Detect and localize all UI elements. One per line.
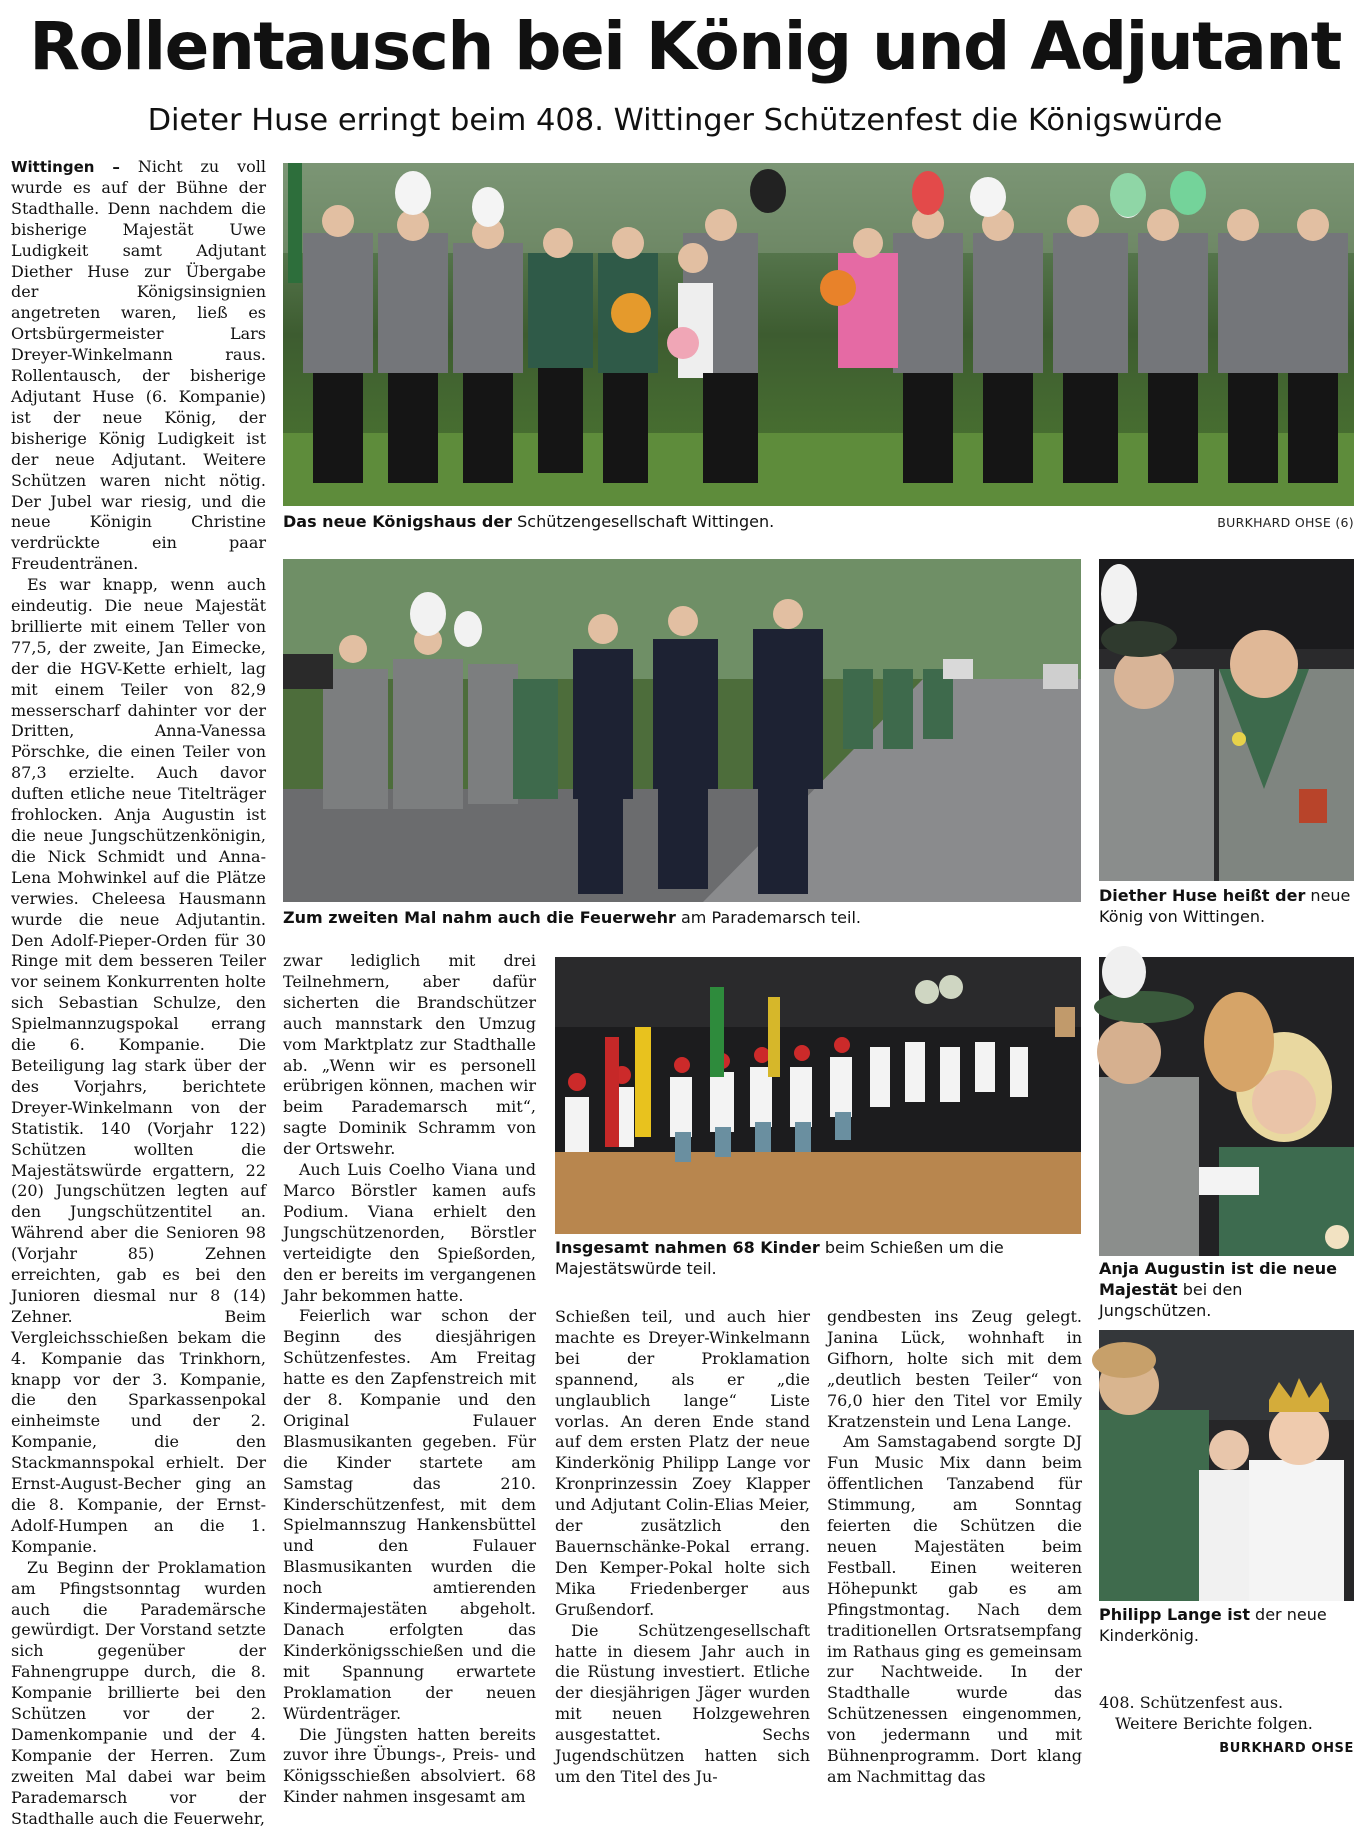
paragraph: Feierlich war schon der Beginn des diesjährigen Schützenfestes. Am Freitag hatte es den Zapfenstreich mit der 8. Kompanie und den Original Fulauer Blasmusikanten gegeben. Für die Kinder startete am Samstag das 210. Kinderschützenfest, mit dem Spielmannszug Hankensbüttel und den Fulauer Blasmusikanten wurden die noch amtierenden Kindermajestäten abgeholt. Danach erfolgten das Kinderkönigsschießen und die mit Spannung erwartete Proklamation der neuen Würdenträger.: [283, 1306, 536, 1723]
paragraph: Die Jüngsten hatten bereits zuvor ihre Übungs-, Preis- und Königsschießen absolviert. 68 Kinder nahmen insgesamt am: [283, 1724, 536, 1807]
paragraph: Am Samstagabend sorgte DJ Fun Music Mix dann beim öffentlichen Tanzabend für Stimmung, am Sonntag feierten die Schützen die neuen Majestäten beim Festball. Einen weiteren Höhepunkt gab es am Pfingstmontag. Nach dem traditionellen Ortsratsempfang im Rathaus ging es gemeinsam zur Nachtweide. In der Stadthalle wurde das Schützenessen eingenommen, von jedermann und mit Bühnenprogramm. Dort klang am Nachmittag das: [827, 1432, 1082, 1786]
paragraph: 408. Schützenfest aus.: [1099, 1693, 1284, 1712]
paragraph: Nicht zu voll wurde es auf der Bühne der Stadthalle. Denn nachdem die bisherige Majestät Uwe Ludigkeit samt Adjutant Diether Huse zur Übergabe der Königsinsignien angetreten waren, ließ es Ortsbürgermeister Lars Dreyer-Winkelmann raus. Rollentausch, der bisherige Adjutant Huse (6. Kompanie) ist der neue König, der bisherige König Ludigkeit ist der neue Adjutant. Weitere Schützen waren nicht nötig. Der Jubel war riesig, und die neue Königin Christine verdrückte ein paar Freudentränen.: [11, 157, 266, 574]
photo-augustin: [1099, 957, 1354, 1256]
paragraph: gendbesten ins Zeug gelegt. Janina Lück, wohnhaft in Gifhorn, holte sich mit dem „deutlich besten Teiler“ von 76,0 hier den Titel vor Emily Kratzenstein und Lena Lange.: [827, 1307, 1082, 1431]
caption-photo3: Diether Huse heißt der neue König von Wittingen.: [1099, 886, 1351, 926]
headline: Rollentausch bei König und Adjutant: [29, 8, 1341, 85]
photo-kinder: [555, 957, 1081, 1234]
caption-photo1: Das neue Königshaus der Schützengesellschaft Wittingen.: [283, 512, 775, 531]
article-column-1: [11, 157, 266, 1828]
paragraph: Auch Luis Coelho Viana und Marco Börstler kamen aufs Podium. Viana erhielt den Jungschützenorden, Börstler verteidigte den Spießorden, den er bereits im vergangenen Jahr bekommen hatte.: [283, 1160, 536, 1305]
paragraph: Die Schützengesellschaft hatte in diesem Jahr auch in die Rüstung investiert. Etliche der diesjährigen Jäger wurden mit neuen Holzgewehren ausgestattet. Sechs Jugendschützen hatten sich um den Titel des Ju-: [555, 1620, 810, 1786]
dateline: Wittingen –: [11, 158, 120, 176]
caption-photo2: Zum zweiten Mal nahm auch die Feuerwehr am Parademarsch teil.: [283, 908, 861, 927]
paragraph: Schießen teil, und auch hier machte es Dreyer-Winkelmann bei der Proklamation spannend, als er „die unglaublich lange“ Liste vorlas. An deren Ende stand auf dem ersten Platz der neue Kinderkönig Philipp Lange vor Kronprinzessin Zoey Klapper und Adjutant Colin-Elias Meier, der zusätzlich den Bauernschänke-Pokal errang. Den Kemper-Pokal holte sich Mika Friedenberger aus Grußendorf.: [555, 1307, 810, 1619]
paragraph: zwar lediglich mit drei Teilnehmern, aber dafür sicherten die Brandschützer auch mannstark den Umzug vom Marktplatz zur Stadthalle ab. „Wenn wir es personell erübrigen können, machen wir beim Parademarsch mit“, sagte Dominik Schramm von der Ortswehr.: [283, 951, 536, 1159]
author-credit: BURKHARD OHSE: [1219, 1741, 1354, 1756]
photo-koenigshaus: [283, 163, 1354, 506]
paragraph: Weitere Berichte folgen.: [1115, 1713, 1313, 1733]
article-column-5: [1099, 1693, 1354, 1739]
paragraph: Zu Beginn der Proklamation am Pfingstsonntag wurden auch die Parademärsche gewürdigt. Der Vorstand setzte sich gegenüber der Fahnengruppe durch, die 8. Kompanie brillierte bei den Schützen vor der 2. Damenkompanie und der 4. Kompanie der Herren. Zum zweiten Mal dabei war beim Parademarsch vor der Stadthalle auch die Feuerwehr,: [11, 1557, 266, 1828]
photo-feuerwehr: [283, 559, 1081, 902]
photo-huse: [1099, 559, 1354, 881]
article-column-4: [827, 1307, 1082, 1786]
caption-photo5: Anja Augustin ist die neue Majestät bei den Jungschützen.: [1099, 1259, 1337, 1320]
paragraph: Es war knapp, wenn auch eindeutig. Die neue Majestät brillierte mit einem Teller von 77,5, der zweite, Jan Eimecke, der die HGV-Kette erhielt, lag mit einem Teiler von 82,9 messerscharf dahinter vor der Dritten, Anna-Vanessa Pörschke, die einen Teiler von 87,3 erzielte. Auch davor duften etliche neue Titelträger frohlocken. Anja Augustin ist die neue Jungschützenkönigin, die Nick Schmidt und Anna-Lena Mohwinkel auf die Plätze verwies. Cheleesa Hausmann wurde die neue Adjutantin. Den Adolf-Pieper-Orden für 30 Ringe mit dem besseren Teiler vor seinem Konkurrenten holte sich Sebastian Schulze, den Spielmannzugspokal errang die 6. Kompanie. Die Beteiligung lag stark über der des Vorjahrs, berichtete Dreyer-Winkelmann von der Statistik. 140 (Vorjahr 122) Schützen wollten die Majestätswürde ergattern, 22 (20) Jungschützen legten auf den Jungschützentitel an. Während aber die Senioren 98 (Vorjahr 85) Zehnen erreichten, gab es bei den Junioren diesmal nur 8 (14) Zehner. Beim Vergleichsschießen bekam die 4. Kompanie das Trinkhorn, knapp vor der 3. Kompanie, die den Sparkassenpokal einheimste und der 2. Kompanie, die den Stackmannspokal erhielt. Der Ernst-August-Becher ging an die 8. Kompanie, der Ernst-Adolf-Humpen an die 1. Kompanie.: [11, 575, 266, 1556]
subheadline: Dieter Huse erringt beim 408. Wittinger Schützenfest die Königswürde: [147, 103, 1223, 138]
article-column-3: [555, 1307, 810, 1786]
article-column-2: [283, 951, 536, 1807]
caption-photo6: Philipp Lange ist der neue Kinderkönig.: [1099, 1605, 1327, 1645]
caption-photo4: Insgesamt nahmen 68 Kinder beim Schießen um die Majestätswürde teil.: [555, 1238, 1004, 1278]
photo-lange: [1099, 1330, 1354, 1601]
photo-credit: BURKHARD OHSE (6): [1217, 515, 1354, 530]
